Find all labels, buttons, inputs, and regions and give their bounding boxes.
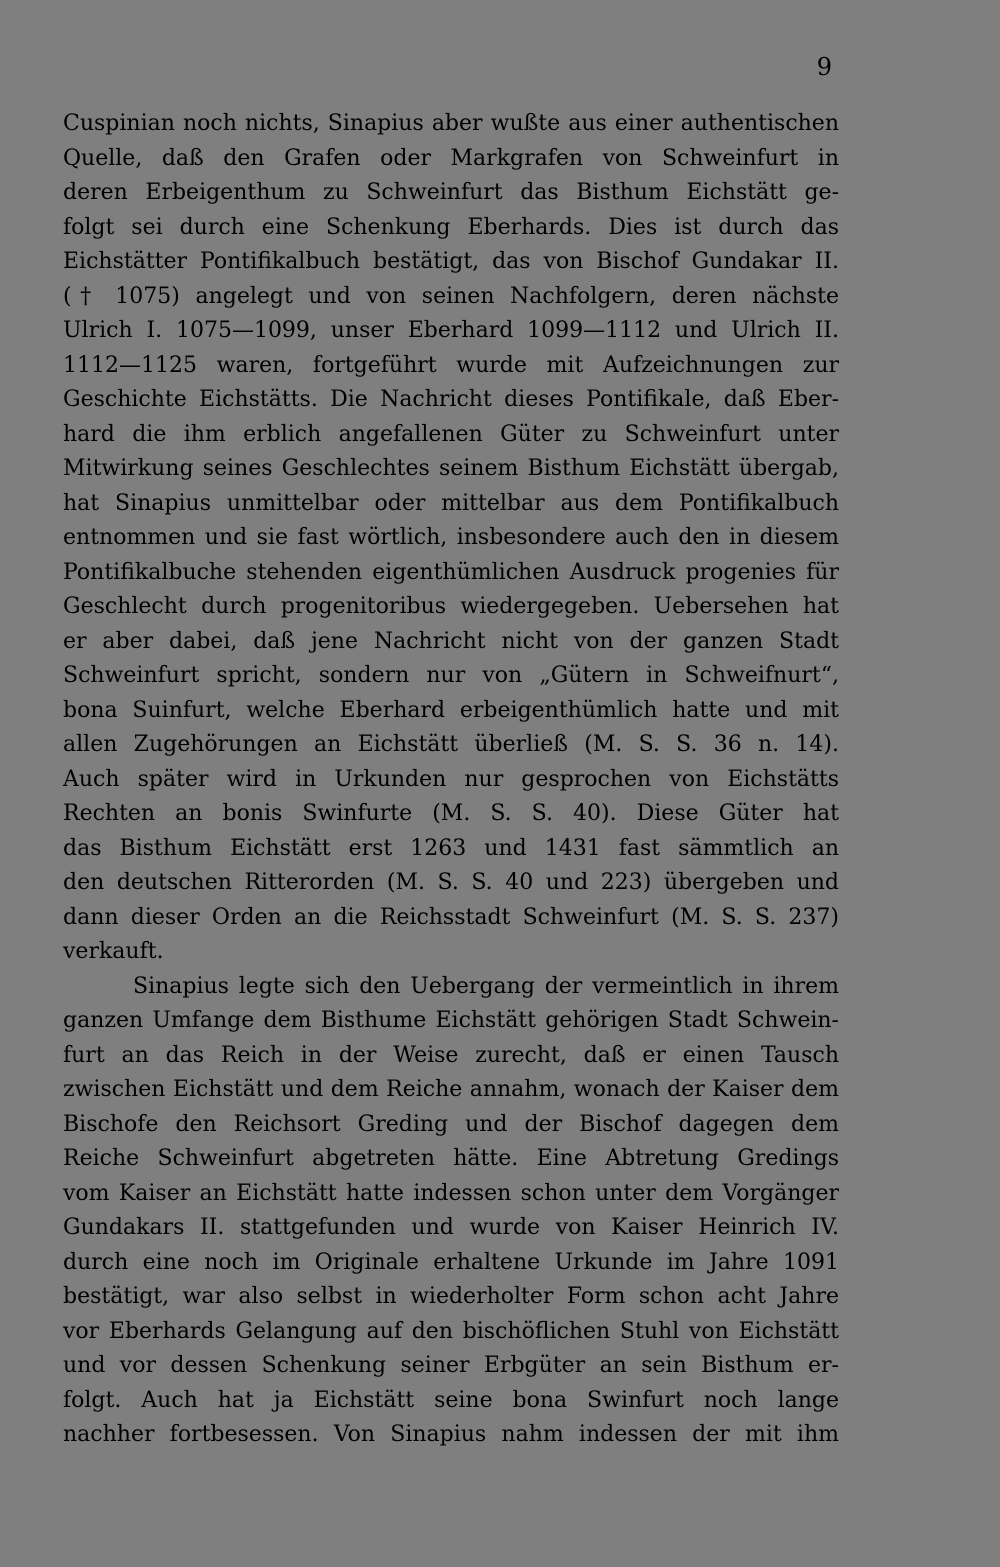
text-line: vor Eberhards Gelangung auf den bischöflichen Stuhl von Eichstätt bbox=[63, 1318, 839, 1344]
text-line: hat Sinapius unmittelbar oder mittelbar aus dem Pontifikalbuch bbox=[63, 490, 839, 516]
text-line: das Bisthum Eichstätt erst 1263 und 1431 fast sämmtlich an bbox=[63, 835, 839, 861]
text-line: Cuspinian noch nichts, Sinapius aber wußte aus einer authentischen bbox=[63, 111, 839, 136]
text-line: Gundakars II. stattgefunden und wurde von Kaiser Heinrich IV. bbox=[63, 1215, 839, 1240]
text-line: nachher fortbesessen. Von Sinapius nahm indessen der mit ihm bbox=[63, 1422, 839, 1447]
text-line: Sinapius legte sich den Uebergang der vermeintlich in ihrem bbox=[133, 973, 839, 999]
body-text bbox=[63, 107, 839, 1453]
text-line: Eichstätter Pontifikalbuch bestätigt, das von Bischof Gundakar II. bbox=[63, 249, 839, 274]
text-line: Geschichte Eichstätts. Die Nachricht dieses Pontifikale, daß Eber- bbox=[63, 387, 839, 412]
text-line: entnommen und sie fast wörtlich, insbesondere auch den in diesem bbox=[63, 525, 839, 550]
text-line: Schweinfurt spricht, sondern nur von „Gütern in Schweifnurt“, bbox=[63, 663, 839, 688]
text-line: hard die ihm erblich angefallenen Güter zu Schweinfurt unter bbox=[63, 421, 839, 447]
text-line: Rechten an bonis Swinfurte (M. S. S. 40). Diese Güter hat bbox=[63, 801, 839, 826]
text-line: 1112—1125 waren, fortgeführt wurde mit Aufzeichnungen zur bbox=[63, 352, 839, 378]
text-line: er aber dabei, daß jene Nachricht nicht von der ganzen Stadt bbox=[63, 628, 839, 654]
text-line: Bischofe den Reichsort Greding und der Bischof dagegen dem bbox=[63, 1111, 839, 1137]
text-line: Mitwirkung seines Geschlechtes seinem Bisthum Eichstätt übergab, bbox=[63, 456, 839, 481]
text-line: Reiche Schweinfurt abgetreten hätte. Eine Abtretung Gredings bbox=[63, 1146, 839, 1171]
text-line: Ulrich I. 1075—1099, unser Eberhard 1099—1112 und Ulrich II. bbox=[63, 318, 839, 343]
text-line: († 1075) angelegt und von seinen Nachfolgern, deren nächste bbox=[63, 283, 839, 309]
text-line: Auch später wird in Urkunden nur gesprochen von Eichstätts bbox=[63, 766, 839, 792]
text-line: bona Suinfurt, welche Eberhard erbeigenthümlich hatte und mit bbox=[63, 697, 839, 723]
text-line: dann dieser Orden an die Reichsstadt Schweinfurt (M. S. S. 237) bbox=[63, 904, 839, 930]
page-number: 9 bbox=[816, 53, 832, 81]
text-line: und vor dessen Schenkung seiner Erbgüter an sein Bisthum er- bbox=[63, 1353, 839, 1378]
text-line: bestätigt, war also selbst in wiederholter Form schon acht Jahre bbox=[63, 1284, 839, 1309]
text-line: deren Erbeigenthum zu Schweinfurt das Bisthum Eichstätt ge- bbox=[63, 180, 839, 205]
text-line: verkauft. bbox=[63, 939, 164, 964]
text-line: den deutschen Ritterorden (M. S. S. 40 und 223) übergeben und bbox=[63, 870, 839, 895]
text-line: folgt. Auch hat ja Eichstätt seine bona Swinfurt noch lange bbox=[63, 1387, 839, 1413]
text-line: Pontifikalbuche stehenden eigenthümlichen Ausdruck progenies für bbox=[63, 559, 839, 585]
text-line: folgt sei durch eine Schenkung Eberhards. Dies ist durch das bbox=[63, 214, 839, 240]
text-line: Geschlecht durch progenitoribus wiedergegeben. Uebersehen hat bbox=[63, 594, 839, 619]
text-line: ganzen Umfange dem Bisthume Eichstätt gehörigen Stadt Schwein- bbox=[63, 1008, 839, 1033]
text-line: vom Kaiser an Eichstätt hatte indessen schon unter dem Vorgänger bbox=[63, 1180, 839, 1206]
text-line: zwischen Eichstätt und dem Reiche annahm, wonach der Kaiser dem bbox=[63, 1077, 839, 1102]
text-line: Quelle, daß den Grafen oder Markgrafen von Schweinfurt in bbox=[63, 145, 839, 171]
text-line: furt an das Reich in der Weise zurecht, daß er einen Tausch bbox=[63, 1042, 839, 1068]
text-line: allen Zugehörungen an Eichstätt überließ (M. S. S. 36 n. 14). bbox=[63, 732, 839, 757]
text-line: durch eine noch im Originale erhaltene Urkunde im Jahre 1091 bbox=[63, 1249, 839, 1275]
